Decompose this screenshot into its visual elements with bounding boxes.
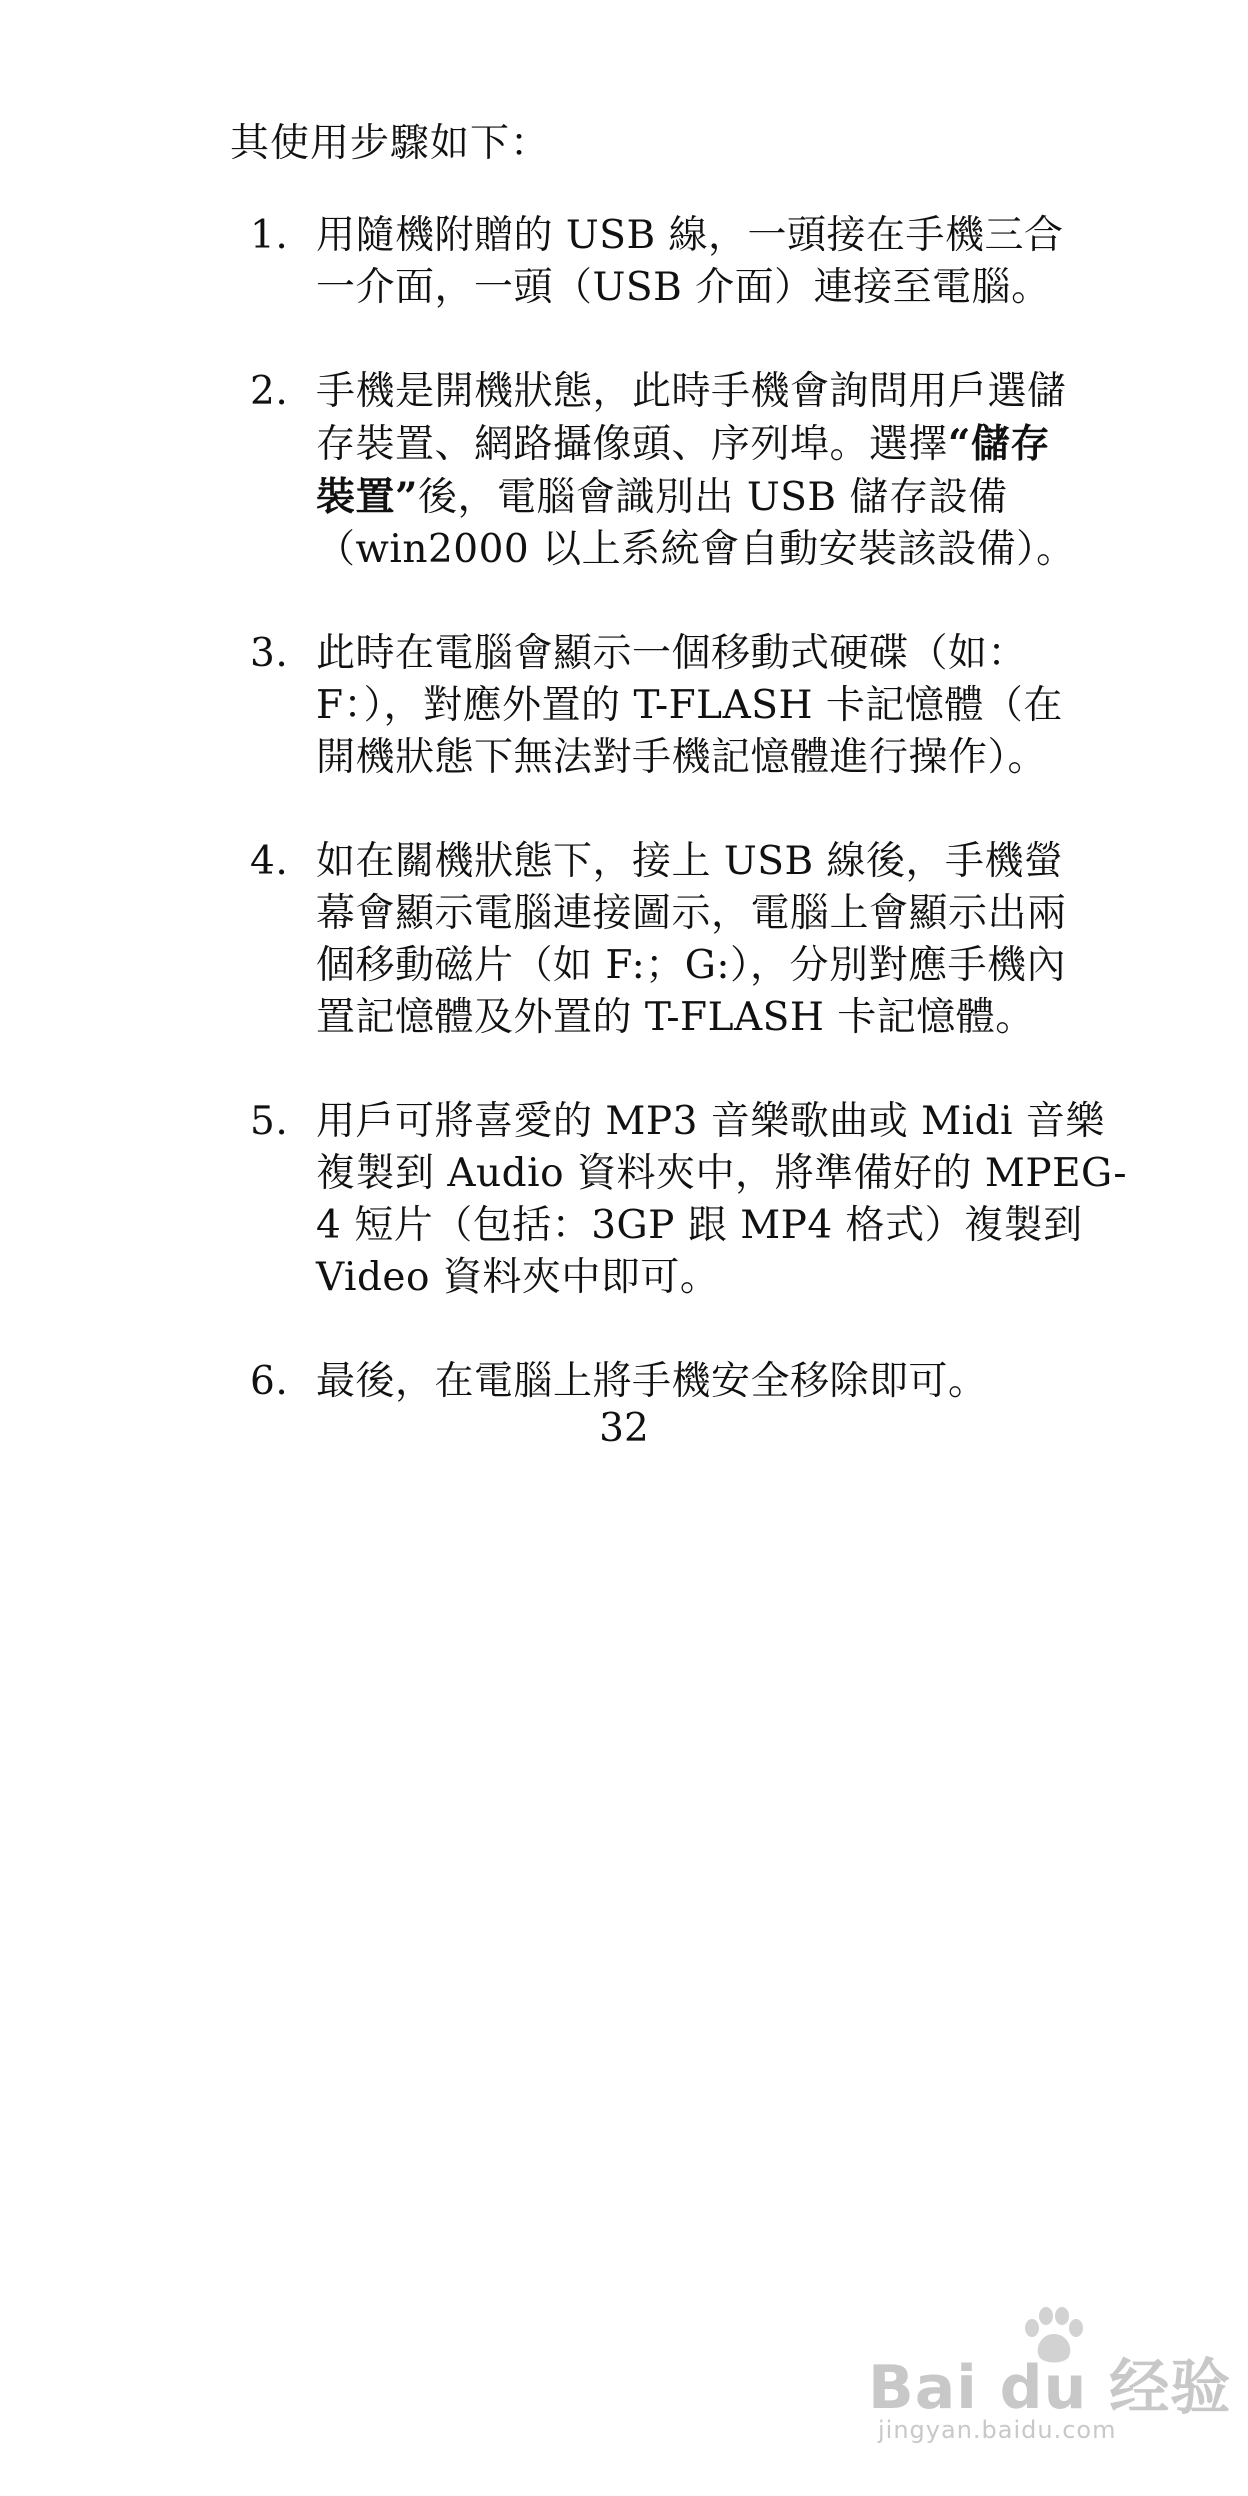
step-text: 存裝置、網路攝像頭、序列埠。選擇 — [316, 422, 949, 467]
step-1 — [250, 210, 1090, 314]
storage-device-emphasis: 裝置” — [316, 474, 418, 520]
step-number: 1. — [250, 213, 289, 258]
step-line: 置記憶體及外置的 T-FLASH 卡記憶體。 — [316, 995, 1035, 1040]
watermark-url: jingyan.baidu.com — [878, 2416, 1117, 2444]
step-line: F：），對應外置的 T-FLASH 卡記憶體（在 — [316, 683, 1063, 728]
step-6 — [250, 1356, 1090, 1408]
step-line: 複製到 Audio 資料夾中，將準備好的 MPEG- — [316, 1151, 1128, 1196]
step-line: （win2000 以上系統會自動安裝該設備）。 — [316, 527, 1076, 572]
step-line: 用隨機附贈的 USB 線，一頭接在手機三合 — [316, 213, 1064, 258]
step-line: 手機是開機狀態，此時手機會詢問用戶選儲 — [316, 369, 1067, 414]
baidu-jingyan-watermark — [868, 2306, 1232, 2456]
step-line: 4 短片（包括：3GP 跟 MP4 格式）複製到 — [316, 1203, 1083, 1248]
step-5 — [250, 1096, 1128, 1304]
step-number: 5. — [250, 1099, 289, 1144]
step-line: 開機狀態下無法對手機記憶體進行操作）。 — [316, 735, 1048, 780]
intro-text: 其使用步驟如下： — [230, 121, 551, 166]
step-line: 此時在電腦會顯示一個移動式硬碟（如： — [316, 631, 1028, 676]
step-number: 3. — [250, 631, 289, 676]
step-4 — [250, 836, 1090, 1044]
step-line: 最後，在電腦上將手機安全移除即可。 — [316, 1359, 988, 1404]
step-line: 一介面，一頭（USB 介面）連接至電腦。 — [316, 265, 1051, 310]
step-number: 4. — [250, 839, 289, 884]
page-number: 32 — [599, 1406, 649, 1451]
step-text: 後，電腦會識別出 USB 儲存設備 — [417, 475, 1008, 520]
step-line — [316, 471, 1090, 524]
step-3 — [250, 628, 1090, 784]
step-line: 個移動磁片（如 F:；G:），分別對應手機內 — [316, 943, 1067, 988]
watermark-brand: Bai du 经验 — [868, 2353, 1232, 2423]
step-line: 幕會顯示電腦連接圖示，電腦上會顯示出兩 — [316, 891, 1067, 936]
step-line: Video 資料夾中即可。 — [316, 1255, 720, 1300]
step-number: 2. — [250, 369, 289, 414]
step-2 — [250, 366, 1090, 576]
step-line: 用戶可將喜愛的 MP3 音樂歌曲或 Midi 音樂 — [316, 1099, 1105, 1144]
step-line: 如在關機狀態下，接上 USB 線後，手機螢 — [316, 839, 1064, 884]
step-number: 6. — [250, 1359, 289, 1404]
storage-device-emphasis: “儲存 — [948, 421, 1050, 467]
step-line — [316, 418, 1090, 471]
steps-list — [250, 210, 1128, 1460]
